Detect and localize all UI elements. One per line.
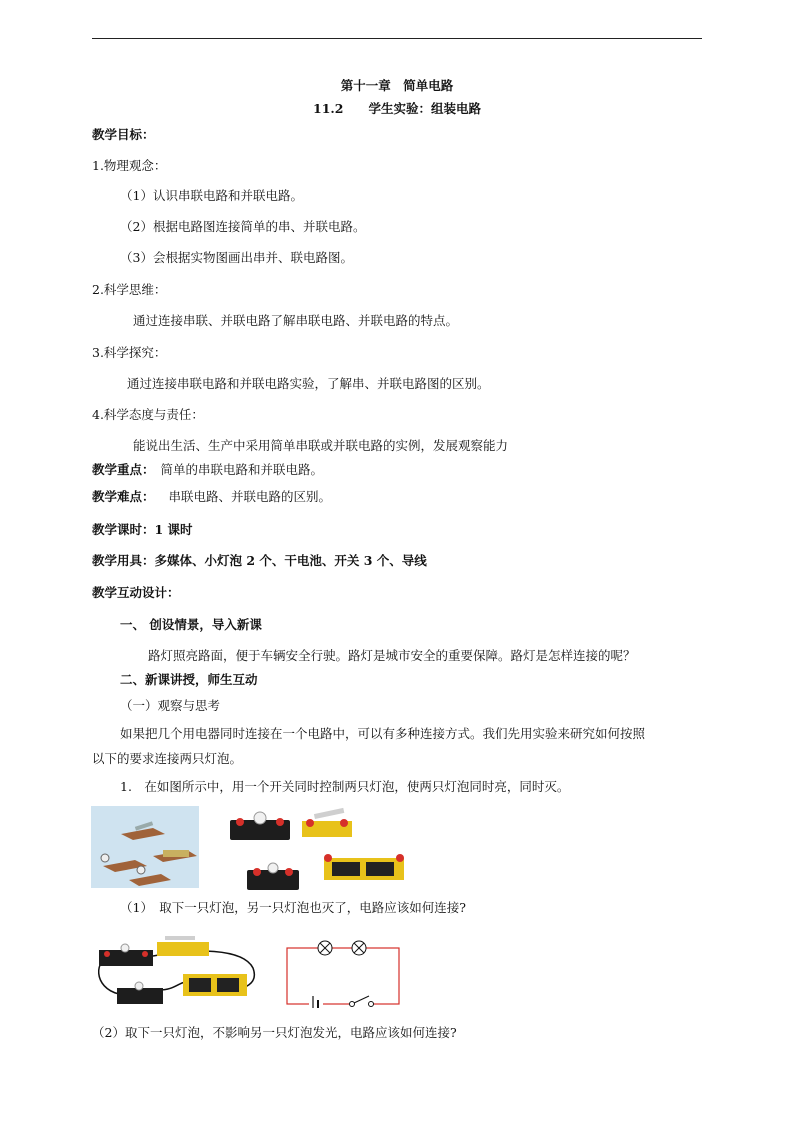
class-hours: 教学课时：1 课时 bbox=[92, 522, 193, 537]
interaction-heading: 教学互动设计： bbox=[92, 585, 180, 600]
part2-item1: 1. 在如图所示中，用一个开关同时控制两只灯泡，使两只灯泡同时亮，同时灭。 bbox=[120, 779, 570, 794]
difficult-point-row bbox=[92, 489, 331, 505]
switch-figure bbox=[300, 805, 354, 840]
question-1: （1） 取下一只灯泡，另一只灯泡也灭了，电路应该如何连接? bbox=[120, 900, 466, 915]
key-point-row bbox=[92, 462, 323, 478]
bulb-holder-2-figure bbox=[245, 860, 301, 892]
attitude-title: 4.科学态度与责任： bbox=[92, 407, 204, 422]
part1-title: 一、 创设情景，导入新课 bbox=[120, 617, 262, 632]
goal-item-1: （1）认识串联电路和并联电路。 bbox=[120, 188, 303, 203]
question-2: （2）取下一只灯泡，不影响另一只灯泡发光，电路应该如何连接? bbox=[92, 1025, 457, 1040]
key-point-label: 教学重点： bbox=[92, 462, 155, 477]
lamp-symbol-2 bbox=[352, 941, 366, 955]
header-rule bbox=[92, 38, 702, 39]
scientific-inquiry-title: 3.科学探究： bbox=[92, 345, 167, 360]
difficult-point-text: 串联电路、并联电路的区别。 bbox=[168, 489, 332, 504]
goal-item-2: （2）根据电路图连接简单的串、并联电路。 bbox=[120, 219, 366, 234]
part1-text: 路灯照亮路面，便于车辆安全行驶。路灯是城市安全的重要保障。路灯是怎样连接的呢？ bbox=[148, 648, 636, 663]
part2-sub1: （一）观察与思考 bbox=[120, 698, 221, 713]
series-circuit-photo-figure bbox=[93, 928, 263, 1008]
scientific-thinking-text: 通过连接串联、并联电路了解串联电路、并联电路的特点。 bbox=[133, 313, 459, 328]
key-point-text: 简单的串联电路和并联电路。 bbox=[160, 462, 324, 477]
chapter-title: 第十一章 简单电路 bbox=[340, 78, 454, 93]
battery-box-figure bbox=[322, 852, 406, 882]
scientific-inquiry-text: 通过连接串联电路和并联电路实验，了解串、并联电路图的区别。 bbox=[127, 376, 490, 391]
goals-heading: 教学目标： bbox=[92, 127, 155, 142]
part2-title: 二、新课讲授，师生互动 bbox=[120, 672, 258, 687]
bulb-holder-1-figure bbox=[228, 810, 292, 842]
lamp-symbol-1 bbox=[318, 941, 332, 955]
part2-para-line1: 如果把几个用电器同时连接在一个电路中，可以有多种连接方式。我们先用实验来研究如何按照 bbox=[120, 726, 646, 741]
part2-para-line2: 以下的要求连接两只灯泡。 bbox=[92, 751, 243, 766]
attitude-text: 能说出生活、生产中采用简单串联或并联电路的实例，发展观察能力 bbox=[133, 438, 509, 453]
difficult-point-label: 教学难点： bbox=[92, 489, 155, 504]
teaching-tools: 教学用具：多媒体、小灯泡 2 个、干电池、开关 3 个、导线 bbox=[92, 553, 427, 568]
scientific-thinking-title: 2.科学思维： bbox=[92, 282, 167, 297]
section-title: 11.2 学生实验：组装电路 bbox=[313, 101, 481, 116]
goal-item-3: （3）会根据实物图画出串并、联电路图。 bbox=[120, 250, 353, 265]
series-circuit-schematic bbox=[285, 938, 401, 1008]
components-board-figure bbox=[91, 806, 199, 888]
physics-concept-title: 1.物理观念： bbox=[92, 158, 167, 173]
